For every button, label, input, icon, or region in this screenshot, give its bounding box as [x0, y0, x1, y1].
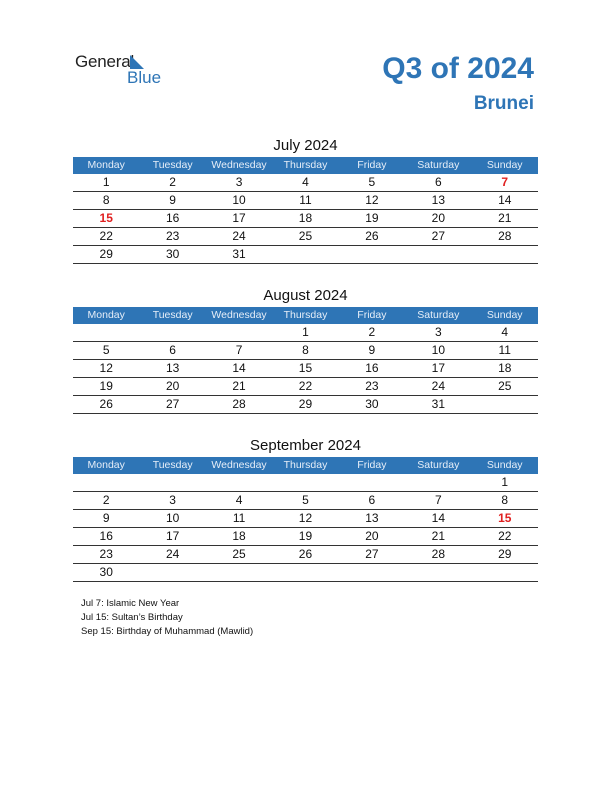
day-cell: 16	[99, 529, 113, 543]
day-cell	[405, 564, 471, 581]
weekday-label: Wednesday	[211, 459, 267, 471]
day-cell: 19	[99, 379, 113, 393]
holiday-notes	[81, 597, 253, 639]
week-row	[73, 378, 538, 396]
day-cell: 27	[365, 547, 379, 561]
day-cell	[73, 474, 139, 491]
logo-general-text: General	[75, 52, 135, 71]
day-cell: 12	[298, 511, 313, 525]
day-cell: 10	[431, 343, 445, 357]
holiday-note: Jul 15: Sultan’s Birthday	[81, 612, 183, 623]
weekday-label: Monday	[87, 159, 125, 171]
holiday-note: Jul 7: Islamic New Year	[81, 598, 180, 609]
day-cell: 19	[298, 529, 313, 543]
weekday-label: Saturday	[417, 159, 460, 171]
day-cell: 6	[434, 175, 442, 189]
day-cell: 15	[99, 211, 113, 225]
day-cell	[139, 324, 205, 341]
day-cell: 9	[169, 193, 176, 207]
month-title: August 2024	[263, 287, 348, 304]
day-cell: 21	[498, 211, 512, 225]
day-cell: 1	[501, 475, 509, 489]
day-cell: 30	[365, 397, 379, 411]
month-september	[73, 435, 538, 582]
day-cell: 28	[498, 229, 512, 243]
day-cell: 5	[302, 493, 309, 507]
day-cell: 9	[368, 343, 376, 357]
weekday-label: Thursday	[283, 159, 328, 171]
day-cell: 30	[165, 247, 180, 261]
day-cell: 31	[232, 247, 246, 261]
day-cell: 23	[99, 547, 113, 561]
day-cell: 1	[102, 175, 110, 189]
day-cell: 9	[102, 511, 110, 525]
day-cell: 26	[365, 229, 379, 243]
month-july	[73, 135, 538, 264]
day-cell: 15	[298, 361, 313, 375]
day-cell: 16	[165, 211, 180, 225]
day-cell: 12	[99, 361, 113, 375]
weekday-label: Tuesday	[152, 159, 193, 171]
day-cell: 24	[165, 547, 180, 561]
day-cell: 20	[431, 211, 445, 225]
weekday-header	[73, 457, 538, 474]
holiday-note: Sep 15: Birthday of Muhammad (Mawlid)	[81, 626, 254, 637]
week-row	[73, 342, 538, 360]
day-cell: 7	[434, 493, 442, 507]
week-row	[73, 210, 538, 228]
day-cell	[139, 474, 205, 491]
day-cell: 3	[169, 493, 176, 507]
week-row	[73, 528, 538, 546]
day-cell	[472, 246, 538, 263]
week-row	[73, 510, 538, 528]
logo	[75, 52, 175, 88]
day-cell: 11	[498, 343, 511, 357]
day-cell: 15	[498, 511, 512, 525]
week-row	[73, 192, 538, 210]
day-cell: 29	[99, 247, 113, 261]
day-cell	[405, 474, 471, 491]
day-cell: 29	[498, 547, 512, 561]
day-cell: 5	[102, 343, 110, 357]
weekday-label: Thursday	[283, 459, 328, 471]
day-cell: 8	[102, 193, 110, 207]
day-cell: 14	[232, 361, 246, 375]
weekday-label: Saturday	[417, 309, 460, 321]
day-cell	[405, 246, 471, 263]
day-cell	[339, 564, 405, 581]
day-cell: 2	[102, 493, 110, 507]
day-cell	[339, 246, 405, 263]
day-cell: 24	[431, 379, 445, 393]
day-cell: 2	[169, 175, 176, 189]
day-cell: 18	[298, 211, 313, 225]
day-cell: 7	[235, 343, 243, 357]
day-cell: 14	[431, 511, 445, 525]
weekday-header	[73, 307, 538, 324]
day-cell: 13	[165, 361, 180, 375]
day-cell: 25	[232, 547, 246, 561]
day-cell	[206, 564, 272, 581]
day-cell: 11	[299, 193, 312, 207]
week-row	[73, 474, 538, 492]
weekday-label: Friday	[357, 309, 387, 321]
week-row	[73, 360, 538, 378]
day-cell: 3	[235, 175, 243, 189]
day-cell: 25	[498, 379, 512, 393]
day-cell	[272, 564, 338, 581]
day-cell	[73, 324, 139, 341]
day-cell	[272, 246, 338, 263]
day-cell: 26	[298, 547, 313, 561]
day-cell: 18	[232, 529, 246, 543]
day-cell: 8	[302, 343, 309, 357]
weekday-label: Friday	[357, 459, 387, 471]
day-cell	[472, 396, 538, 413]
day-cell: 20	[165, 379, 180, 393]
day-cell: 14	[498, 193, 512, 207]
day-cell: 10	[165, 511, 180, 525]
day-cell: 12	[365, 193, 379, 207]
day-cell	[206, 324, 272, 341]
day-cell: 29	[298, 397, 313, 411]
month-title: September 2024	[250, 437, 361, 454]
day-cell: 28	[431, 547, 445, 561]
day-cell: 24	[232, 229, 246, 243]
day-cell: 17	[232, 211, 246, 225]
day-cell: 17	[431, 361, 445, 375]
day-cell: 23	[365, 379, 379, 393]
day-cell: 19	[365, 211, 379, 225]
week-row	[73, 174, 538, 192]
day-cell: 13	[431, 193, 445, 207]
day-cell: 4	[501, 325, 509, 339]
day-cell: 1	[302, 325, 309, 339]
day-cell: 8	[501, 493, 509, 507]
weekday-label: Sunday	[486, 459, 523, 471]
week-row	[73, 546, 538, 564]
week-row	[73, 564, 538, 582]
day-cell: 22	[298, 379, 313, 393]
week-row	[73, 246, 538, 264]
weekday-label: Friday	[357, 159, 387, 171]
day-cell: 27	[431, 229, 445, 243]
week-row	[73, 228, 538, 246]
month-august	[73, 285, 538, 414]
country-name: Brunei	[473, 93, 534, 114]
day-cell: 27	[165, 397, 180, 411]
week-row	[73, 324, 538, 342]
day-cell: 31	[431, 397, 445, 411]
week-row	[73, 396, 538, 414]
week-row	[73, 492, 538, 510]
weekday-label: Monday	[87, 309, 125, 321]
day-cell: 3	[434, 325, 442, 339]
weekday-label: Wednesday	[211, 159, 267, 171]
weekday-label: Sunday	[486, 159, 523, 171]
day-cell: 5	[368, 175, 376, 189]
day-cell: 21	[232, 379, 246, 393]
weekday-label: Sunday	[486, 309, 523, 321]
day-cell: 6	[169, 343, 176, 357]
logo-blue-text: Blue	[127, 68, 162, 87]
day-cell: 2	[368, 325, 376, 339]
day-cell	[139, 564, 205, 581]
day-cell: 23	[165, 229, 180, 243]
day-cell: 6	[368, 493, 376, 507]
day-cell	[472, 564, 538, 581]
weekday-label: Tuesday	[152, 459, 193, 471]
day-cell: 26	[99, 397, 113, 411]
day-cell: 28	[232, 397, 246, 411]
day-cell: 17	[165, 529, 180, 543]
month-title: July 2024	[273, 137, 338, 154]
weekday-label: Monday	[87, 459, 125, 471]
day-cell: 30	[99, 565, 113, 579]
logo-triangle-icon	[130, 55, 144, 69]
weekday-label: Thursday	[283, 309, 328, 321]
day-cell	[206, 474, 272, 491]
day-cell: 18	[498, 361, 512, 375]
day-cell	[272, 474, 338, 491]
day-cell: 10	[232, 193, 246, 207]
day-cell: 4	[235, 493, 243, 507]
day-cell: 11	[232, 511, 246, 525]
day-cell: 7	[501, 175, 509, 189]
weekday-label: Tuesday	[152, 309, 193, 321]
weekday-header	[73, 157, 538, 174]
page-title: Q3 of 2024	[382, 52, 534, 85]
day-cell: 16	[365, 361, 379, 375]
weekday-label: Wednesday	[211, 309, 267, 321]
day-cell: 4	[302, 175, 309, 189]
day-cell: 25	[298, 229, 313, 243]
day-cell	[339, 474, 405, 491]
day-cell: 22	[99, 229, 113, 243]
day-cell: 22	[498, 529, 512, 543]
day-cell: 20	[365, 529, 379, 543]
day-cell: 13	[365, 511, 379, 525]
weekday-label: Saturday	[417, 459, 460, 471]
day-cell: 21	[431, 529, 445, 543]
